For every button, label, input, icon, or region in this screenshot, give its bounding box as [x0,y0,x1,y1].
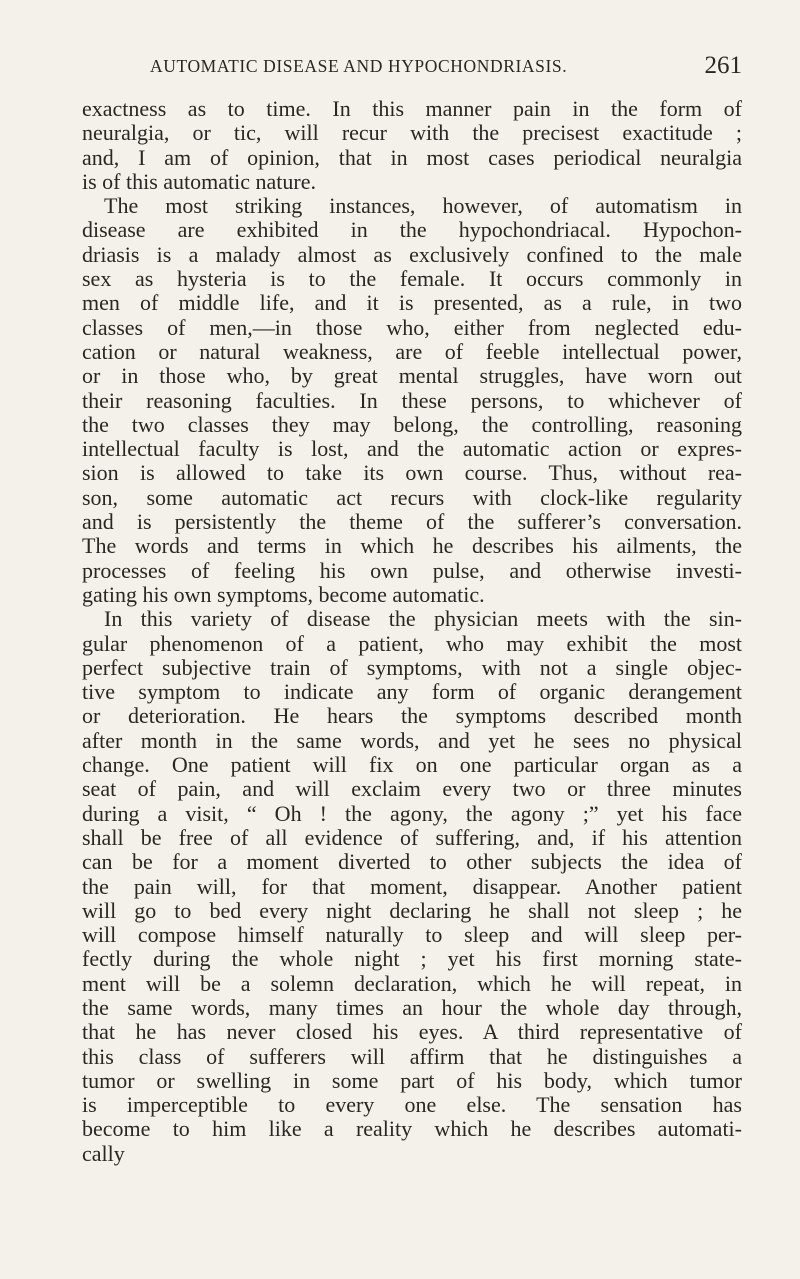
text-line: after month in the same words, and yet he sees no physical [82,727,742,753]
text-line: The most striking instances, however, of automatism in [104,193,742,219]
text-line: tive symptom to indicate any form of organic derangement [82,679,742,705]
text-line: the two classes they may belong, the controlling, reasoning [82,411,742,437]
text-line: The words and terms in which he describes his ailments, the [82,533,742,559]
text-line: become to him like a reality which he describes automati- [82,1116,742,1142]
text-line: classes of men,—in those who, either from neglected edu- [82,314,742,340]
text-line: can be for a moment diverted to other subjects the idea of [82,849,742,875]
text-line: will compose himself naturally to sleep and will sleep per- [82,922,742,948]
text-line: will go to bed every night declaring he shall not sleep ; he [82,897,742,923]
text-line: shall be free of all evidence of suffering, and, if his attention [82,824,742,850]
text-line: cation or natural weakness, are of feeble intellectual power, [82,338,742,364]
text-line: disease are exhibited in the hypochondriacal. Hypochon- [82,217,742,243]
text-line: the same words, many times an hour the whole day through, [82,994,742,1020]
text-line: or deterioration. He hears the symptoms described month [82,703,742,729]
text-line: neuralgia, or tic, will recur with the precisest exactitude ; [82,120,742,146]
text-line: men of middle life, and it is presented, as a rule, in two [82,290,742,316]
text-line: the pain will, for that moment, disappear. Another patient [82,873,742,899]
text-line: seat of pain, and will exclaim every two or three minutes [82,776,742,802]
text-line: sion is allowed to take its own course. Thus, without rea- [82,460,742,486]
text-line: or in those who, by great mental struggles, have worn out [82,363,742,389]
text-line: is of this automatic nature. [82,168,316,194]
text-line: driasis is a malady almost as exclusively confined to the male [82,241,742,267]
text-line: that he has never closed his eyes. A third representative of [82,1019,742,1045]
text-line: cally [82,1140,125,1166]
text-line: tumor or swelling in some part of his body, which tumor [82,1067,742,1093]
text-line: processes of feeling his own pulse, and otherwise investi- [82,557,742,583]
text-line: and is persistently the theme of the sufferer’s conversation. [82,509,742,535]
body-text [82,97,742,1166]
text-line: change. One patient will fix on one particular organ as a [82,752,742,778]
text-line: gating his own symptoms, become automatic. [82,581,485,607]
text-line: exactness as to time. In this manner pain in the form of [82,96,742,121]
running-head [82,52,742,82]
text-line: fectly during the whole night ; yet his first morning state- [82,946,742,972]
page-number: 261 [704,52,742,79]
text-line: son, some automatic act recurs with clock-like regularity [82,484,742,510]
text-line: perfect subjective train of symptoms, with not a single objec- [82,654,742,680]
text-line: ment will be a solemn declaration, which he will repeat, in [82,970,742,996]
text-line: intellectual faculty is lost, and the automatic action or expres- [82,436,742,462]
text-line: gular phenomenon of a patient, who may exhibit the most [82,630,742,656]
running-title: AUTOMATIC DISEASE AND HYPOCHONDRIASIS. [150,56,568,76]
text-line: their reasoning faculties. In these persons, to whichever of [82,387,742,413]
text-line: and, I am of opinion, that in most cases periodical neuralgia [82,144,742,170]
text-line: is imperceptible to every one else. The sensation has [82,1092,742,1118]
text-line: this class of sufferers will affirm that he distinguishes a [82,1043,742,1069]
text-line: during a visit, “ Oh ! the agony, the agony ;” yet his face [82,800,742,826]
text-line: sex as hysteria is to the female. It occurs commonly in [82,266,742,292]
text-line: In this variety of disease the physician meets with the sin- [104,606,742,632]
